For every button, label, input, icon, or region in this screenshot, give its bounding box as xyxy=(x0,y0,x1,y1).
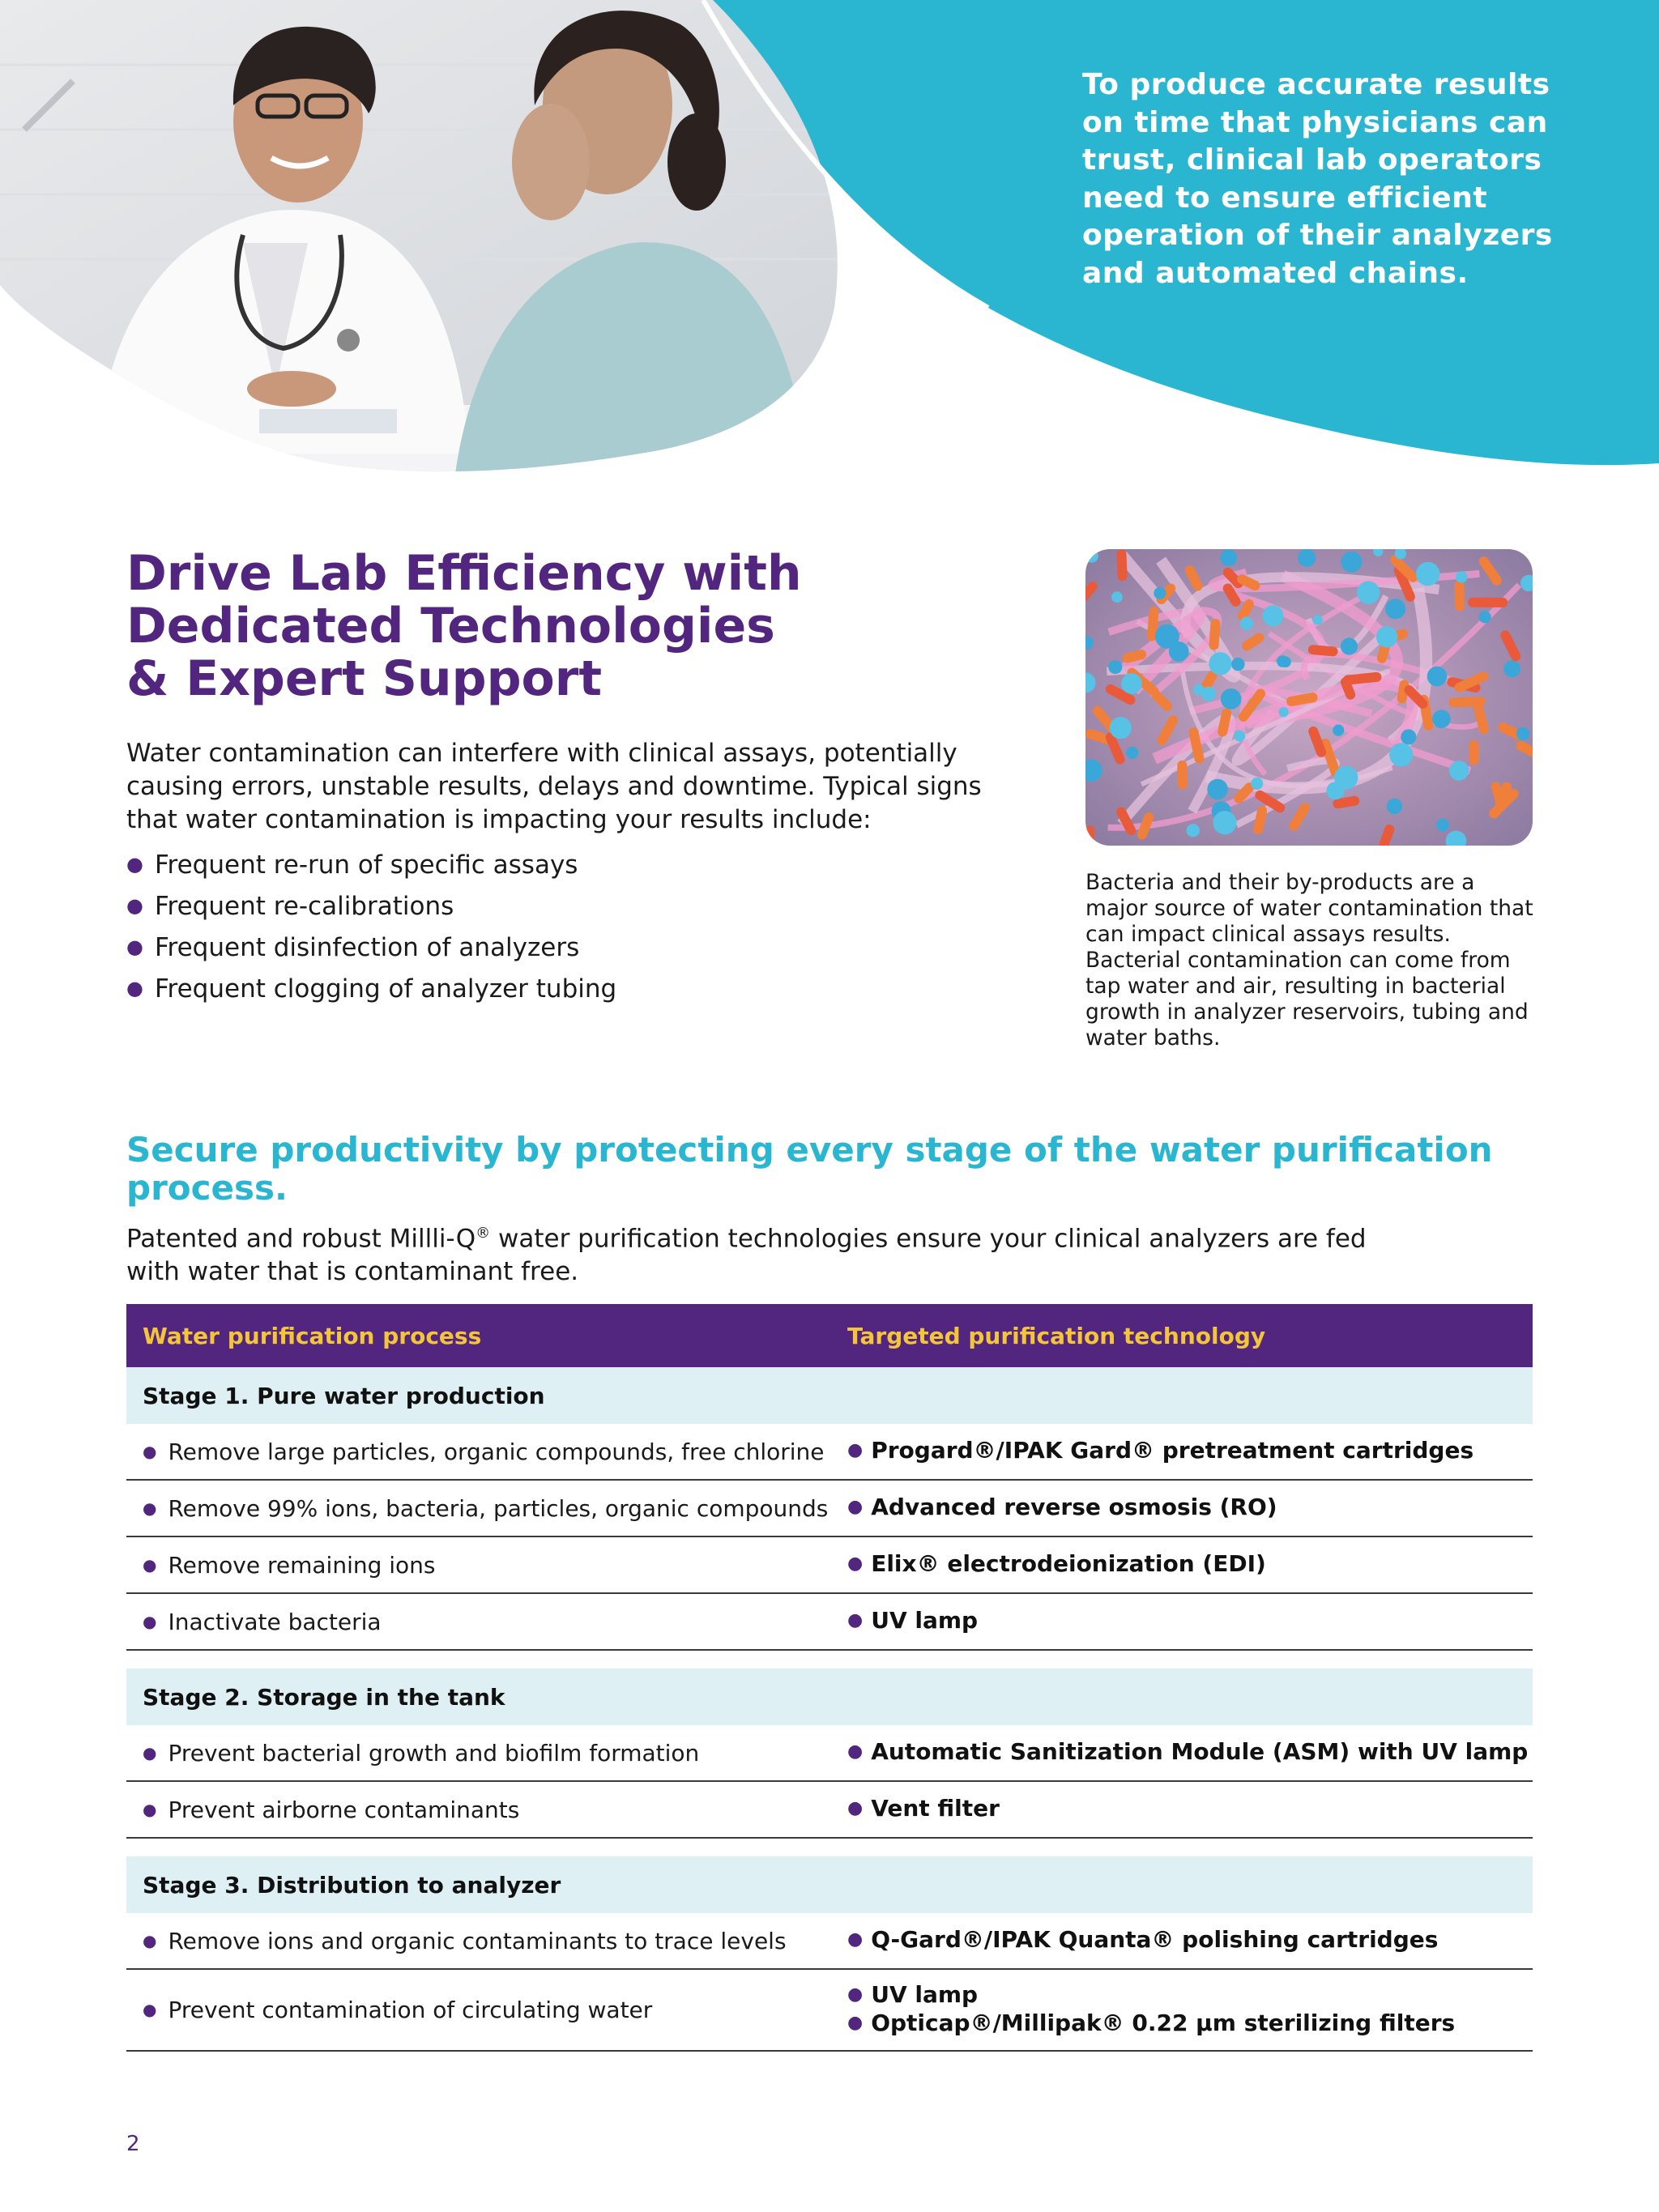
process-cell xyxy=(126,1495,847,1522)
table-row xyxy=(126,1594,1533,1651)
page-title-line-2: Dedicated Technologies xyxy=(126,598,775,654)
bullet-icon: ● xyxy=(143,1799,157,1819)
coccus-bacterium-shape xyxy=(1416,562,1439,586)
stage-header: Stage 3. Distribution to analyzer xyxy=(126,1856,1533,1913)
rod-bacterium-shape xyxy=(1448,697,1486,707)
column-header-technology: Targeted purification technology xyxy=(847,1322,1266,1349)
stage-gap xyxy=(126,1839,1533,1856)
section-title: Secure productivity by protecting every stage of the water purification process. xyxy=(126,1130,1493,1208)
technology-cell xyxy=(847,1494,1277,1523)
technology-cell xyxy=(847,1927,1438,1955)
coccus-bacterium-shape xyxy=(1221,688,1242,710)
table-row xyxy=(126,1725,1533,1782)
table-row xyxy=(126,1970,1533,2052)
process-cell xyxy=(126,1997,847,2023)
process-text: Prevent contamination of circulating water xyxy=(168,1997,653,2023)
coccus-bacterium-shape xyxy=(1108,660,1122,674)
coccus-bacterium-shape xyxy=(1085,549,1098,562)
sign-text: Frequent re-run of specific assays xyxy=(154,850,578,880)
hero-quote: To produce accurate results on time that physicians can trust, clinical lab operators need to ensure efficient operation of their analyzers and automated chains. xyxy=(1082,68,1553,290)
subtitle-part-1: Patented and robust Millli-Q xyxy=(126,1224,476,1254)
subtitle-part-2: water purification technologies ensure your clinical analyzers are fed with water that is contaminant free. xyxy=(126,1224,1367,1287)
coccus-bacterium-shape xyxy=(1427,667,1448,687)
technology-text: Q-Gard®/IPAK Quanta® polishing cartridges xyxy=(871,1925,1439,1953)
coccus-bacterium-shape xyxy=(1213,811,1236,834)
coccus-bacterium-shape xyxy=(1169,641,1189,662)
coccus-bacterium-shape xyxy=(1341,552,1362,573)
contamination-signs-list xyxy=(126,846,616,1011)
purification-table xyxy=(126,1304,1533,2052)
coccus-bacterium-shape xyxy=(1187,824,1200,837)
technology-item xyxy=(847,2010,1455,2039)
list-item xyxy=(126,846,616,887)
table-row xyxy=(126,1782,1533,1839)
process-text: Remove 99% ions, bacteria, particles, organic compounds xyxy=(168,1494,829,1522)
doctor-and-patient-photo xyxy=(0,0,891,486)
stage-header: Stage 2. Storage in the tank xyxy=(126,1669,1533,1725)
bullet-icon: ● xyxy=(143,1441,157,1461)
technology-cell xyxy=(847,1608,978,1636)
coccus-bacterium-shape xyxy=(1126,747,1138,759)
coccus-bacterium-shape xyxy=(1110,717,1132,739)
coccus-bacterium-shape xyxy=(1298,549,1316,567)
bullet-icon: ● xyxy=(143,1554,157,1575)
coccus-bacterium-shape xyxy=(1376,626,1397,647)
coccus-bacterium-shape xyxy=(1121,673,1142,694)
coccus-bacterium-shape xyxy=(1479,611,1491,623)
registered-mark: ® xyxy=(476,1225,491,1242)
table-row xyxy=(126,1913,1533,1970)
bullet-icon: ● xyxy=(143,1742,157,1762)
coccus-bacterium-shape xyxy=(1235,731,1246,742)
coccus-bacterium-shape xyxy=(1154,587,1166,599)
technology-cell xyxy=(847,1438,1473,1466)
page-number: 2 xyxy=(126,2132,140,2156)
coccus-bacterium-shape xyxy=(1278,707,1288,717)
coccus-bacterium-shape xyxy=(1449,761,1469,780)
process-text: Prevent airborne contaminants xyxy=(168,1796,520,1823)
bullet-icon: ● xyxy=(143,1498,157,1518)
technology-item xyxy=(847,1927,1438,1955)
page-title-line-1: Drive Lab Efficiency with xyxy=(126,545,802,602)
technology-text: UV lamp xyxy=(871,1606,979,1634)
table-header xyxy=(126,1304,1533,1367)
bullet-icon: ● xyxy=(847,1609,864,1630)
bullet-icon: ● xyxy=(143,1611,157,1631)
coccus-bacterium-shape xyxy=(1201,687,1216,701)
technology-item xyxy=(847,1796,1000,1824)
bullet-icon: ● xyxy=(847,1553,864,1574)
image-caption: Bacteria and their by-products are a major source of water contamination that can impact clinical assays results. Bacterial contamination can come from tap water and air, resulting in bacterial growth in analyzer reservoirs, tubing and water baths. xyxy=(1085,870,1533,1051)
process-cell xyxy=(126,1552,847,1579)
coccus-bacterium-shape xyxy=(1262,605,1283,626)
coccus-bacterium-shape xyxy=(1277,655,1289,667)
rod-bacterium-shape xyxy=(1469,740,1478,765)
sign-text: Frequent re-calibrations xyxy=(154,892,454,921)
coccus-bacterium-shape xyxy=(1385,599,1405,619)
list-item xyxy=(126,970,616,1011)
technology-text: Advanced reverse osmosis (RO) xyxy=(871,1493,1277,1520)
rod-bacterium-shape xyxy=(1085,825,1095,846)
coccus-bacterium-shape xyxy=(1387,799,1402,814)
process-text: Remove ions and organic contaminants to trace levels xyxy=(168,1927,787,1954)
bullet-icon: ● xyxy=(847,2012,864,2033)
coccus-bacterium-shape xyxy=(1231,658,1244,671)
column-header-process: Water purification process xyxy=(143,1322,482,1349)
technology-item xyxy=(847,1551,1266,1579)
bullet-icon: ● xyxy=(143,1930,157,1950)
bullet-icon: ● xyxy=(847,1496,864,1517)
list-item xyxy=(126,928,616,970)
coccus-bacterium-shape xyxy=(1503,660,1520,677)
bullet-icon: ● xyxy=(126,853,143,876)
table-row xyxy=(126,1537,1533,1594)
coccus-bacterium-shape xyxy=(1326,782,1344,799)
coccus-bacterium-shape xyxy=(1333,725,1344,736)
coccus-bacterium-shape xyxy=(1401,729,1416,744)
process-text: Prevent bacterial growth and biofilm formation xyxy=(168,1739,700,1767)
technology-item xyxy=(847,1608,978,1636)
technology-item xyxy=(847,1438,1473,1466)
coccus-bacterium-shape xyxy=(1209,652,1231,675)
technology-item xyxy=(847,1494,1277,1523)
coccus-bacterium-shape xyxy=(1207,779,1228,800)
rod-bacterium-shape xyxy=(1116,549,1128,581)
coccus-bacterium-shape xyxy=(1240,617,1253,630)
technology-text: Elix® electrodeionization (EDI) xyxy=(871,1549,1266,1577)
technology-cell xyxy=(847,1796,1000,1824)
process-text: Inactivate bacteria xyxy=(168,1608,382,1635)
coccus-bacterium-shape xyxy=(1220,549,1237,566)
coccus-bacterium-shape xyxy=(1313,615,1323,624)
coccus-bacterium-shape xyxy=(1341,637,1358,654)
technology-text: Progard®/IPAK Gard® pretreatment cartridges xyxy=(871,1436,1474,1464)
process-cell xyxy=(126,1609,847,1635)
process-text: Remove large particles, organic compounds, free chlorine xyxy=(168,1438,825,1465)
coccus-bacterium-shape xyxy=(1389,743,1413,766)
sign-text: Frequent disinfection of analyzers xyxy=(154,933,580,962)
coccus-bacterium-shape xyxy=(1456,571,1467,582)
intro-paragraph: Water contamination can interfere with clinical assays, potentially causing errors, unstable results, delays and downtime. Typical signs that water contamination is impacting your results include: xyxy=(126,739,982,834)
hero-banner xyxy=(0,0,1659,486)
page-title-line-3: & Expert Support xyxy=(126,650,603,707)
rod-bacterium-shape xyxy=(1177,761,1188,790)
technology-item xyxy=(847,1982,1455,2010)
coccus-bacterium-shape xyxy=(1432,710,1451,728)
rod-bacterium-shape xyxy=(1468,598,1508,607)
process-cell xyxy=(126,1438,847,1465)
page-title xyxy=(126,545,1017,707)
rod-bacterium-shape xyxy=(1454,580,1464,611)
technology-item xyxy=(847,1739,1528,1767)
process-cell xyxy=(126,1796,847,1823)
table-row xyxy=(126,1481,1533,1537)
bullet-icon: ● xyxy=(847,1439,864,1460)
bullet-icon: ● xyxy=(847,1797,864,1818)
stage-gap xyxy=(126,1651,1533,1669)
bullet-icon: ● xyxy=(847,1929,864,1950)
bullet-icon: ● xyxy=(126,894,143,917)
section-subtitle xyxy=(126,1217,1422,1289)
bullet-icon: ● xyxy=(126,977,143,999)
process-cell xyxy=(126,1928,847,1954)
coccus-bacterium-shape xyxy=(1251,778,1263,790)
bacteria-illustration xyxy=(1085,549,1533,846)
bullet-icon: ● xyxy=(143,2000,157,2019)
bacteria-graphic xyxy=(1085,549,1533,846)
bullet-icon: ● xyxy=(847,1984,864,2005)
coccus-bacterium-shape xyxy=(1436,819,1449,832)
bullet-icon: ● xyxy=(126,936,143,958)
technology-cell xyxy=(847,1551,1266,1579)
coccus-bacterium-shape xyxy=(1111,591,1123,603)
technology-cell xyxy=(847,1982,1455,2039)
stage-header: Stage 1. Pure water production xyxy=(126,1367,1533,1424)
coccus-bacterium-shape xyxy=(1516,727,1529,740)
technology-text: Vent filter xyxy=(871,1794,1000,1822)
list-item xyxy=(126,887,616,928)
sign-text: Frequent clogging of analyzer tubing xyxy=(154,974,617,1004)
process-text: Remove remaining ions xyxy=(168,1551,436,1579)
bullet-icon: ● xyxy=(847,1741,864,1762)
coccus-bacterium-shape xyxy=(1357,581,1380,603)
table-row xyxy=(126,1424,1533,1481)
process-cell xyxy=(126,1740,847,1767)
technology-text: Opticap®/Millipak® 0.22 µm sterilizing filters xyxy=(871,2009,1456,2036)
technology-text: UV lamp xyxy=(871,1980,979,2008)
technology-text: Automatic Sanitization Module (ASM) with UV lamp xyxy=(871,1737,1529,1765)
technology-cell xyxy=(847,1739,1528,1767)
